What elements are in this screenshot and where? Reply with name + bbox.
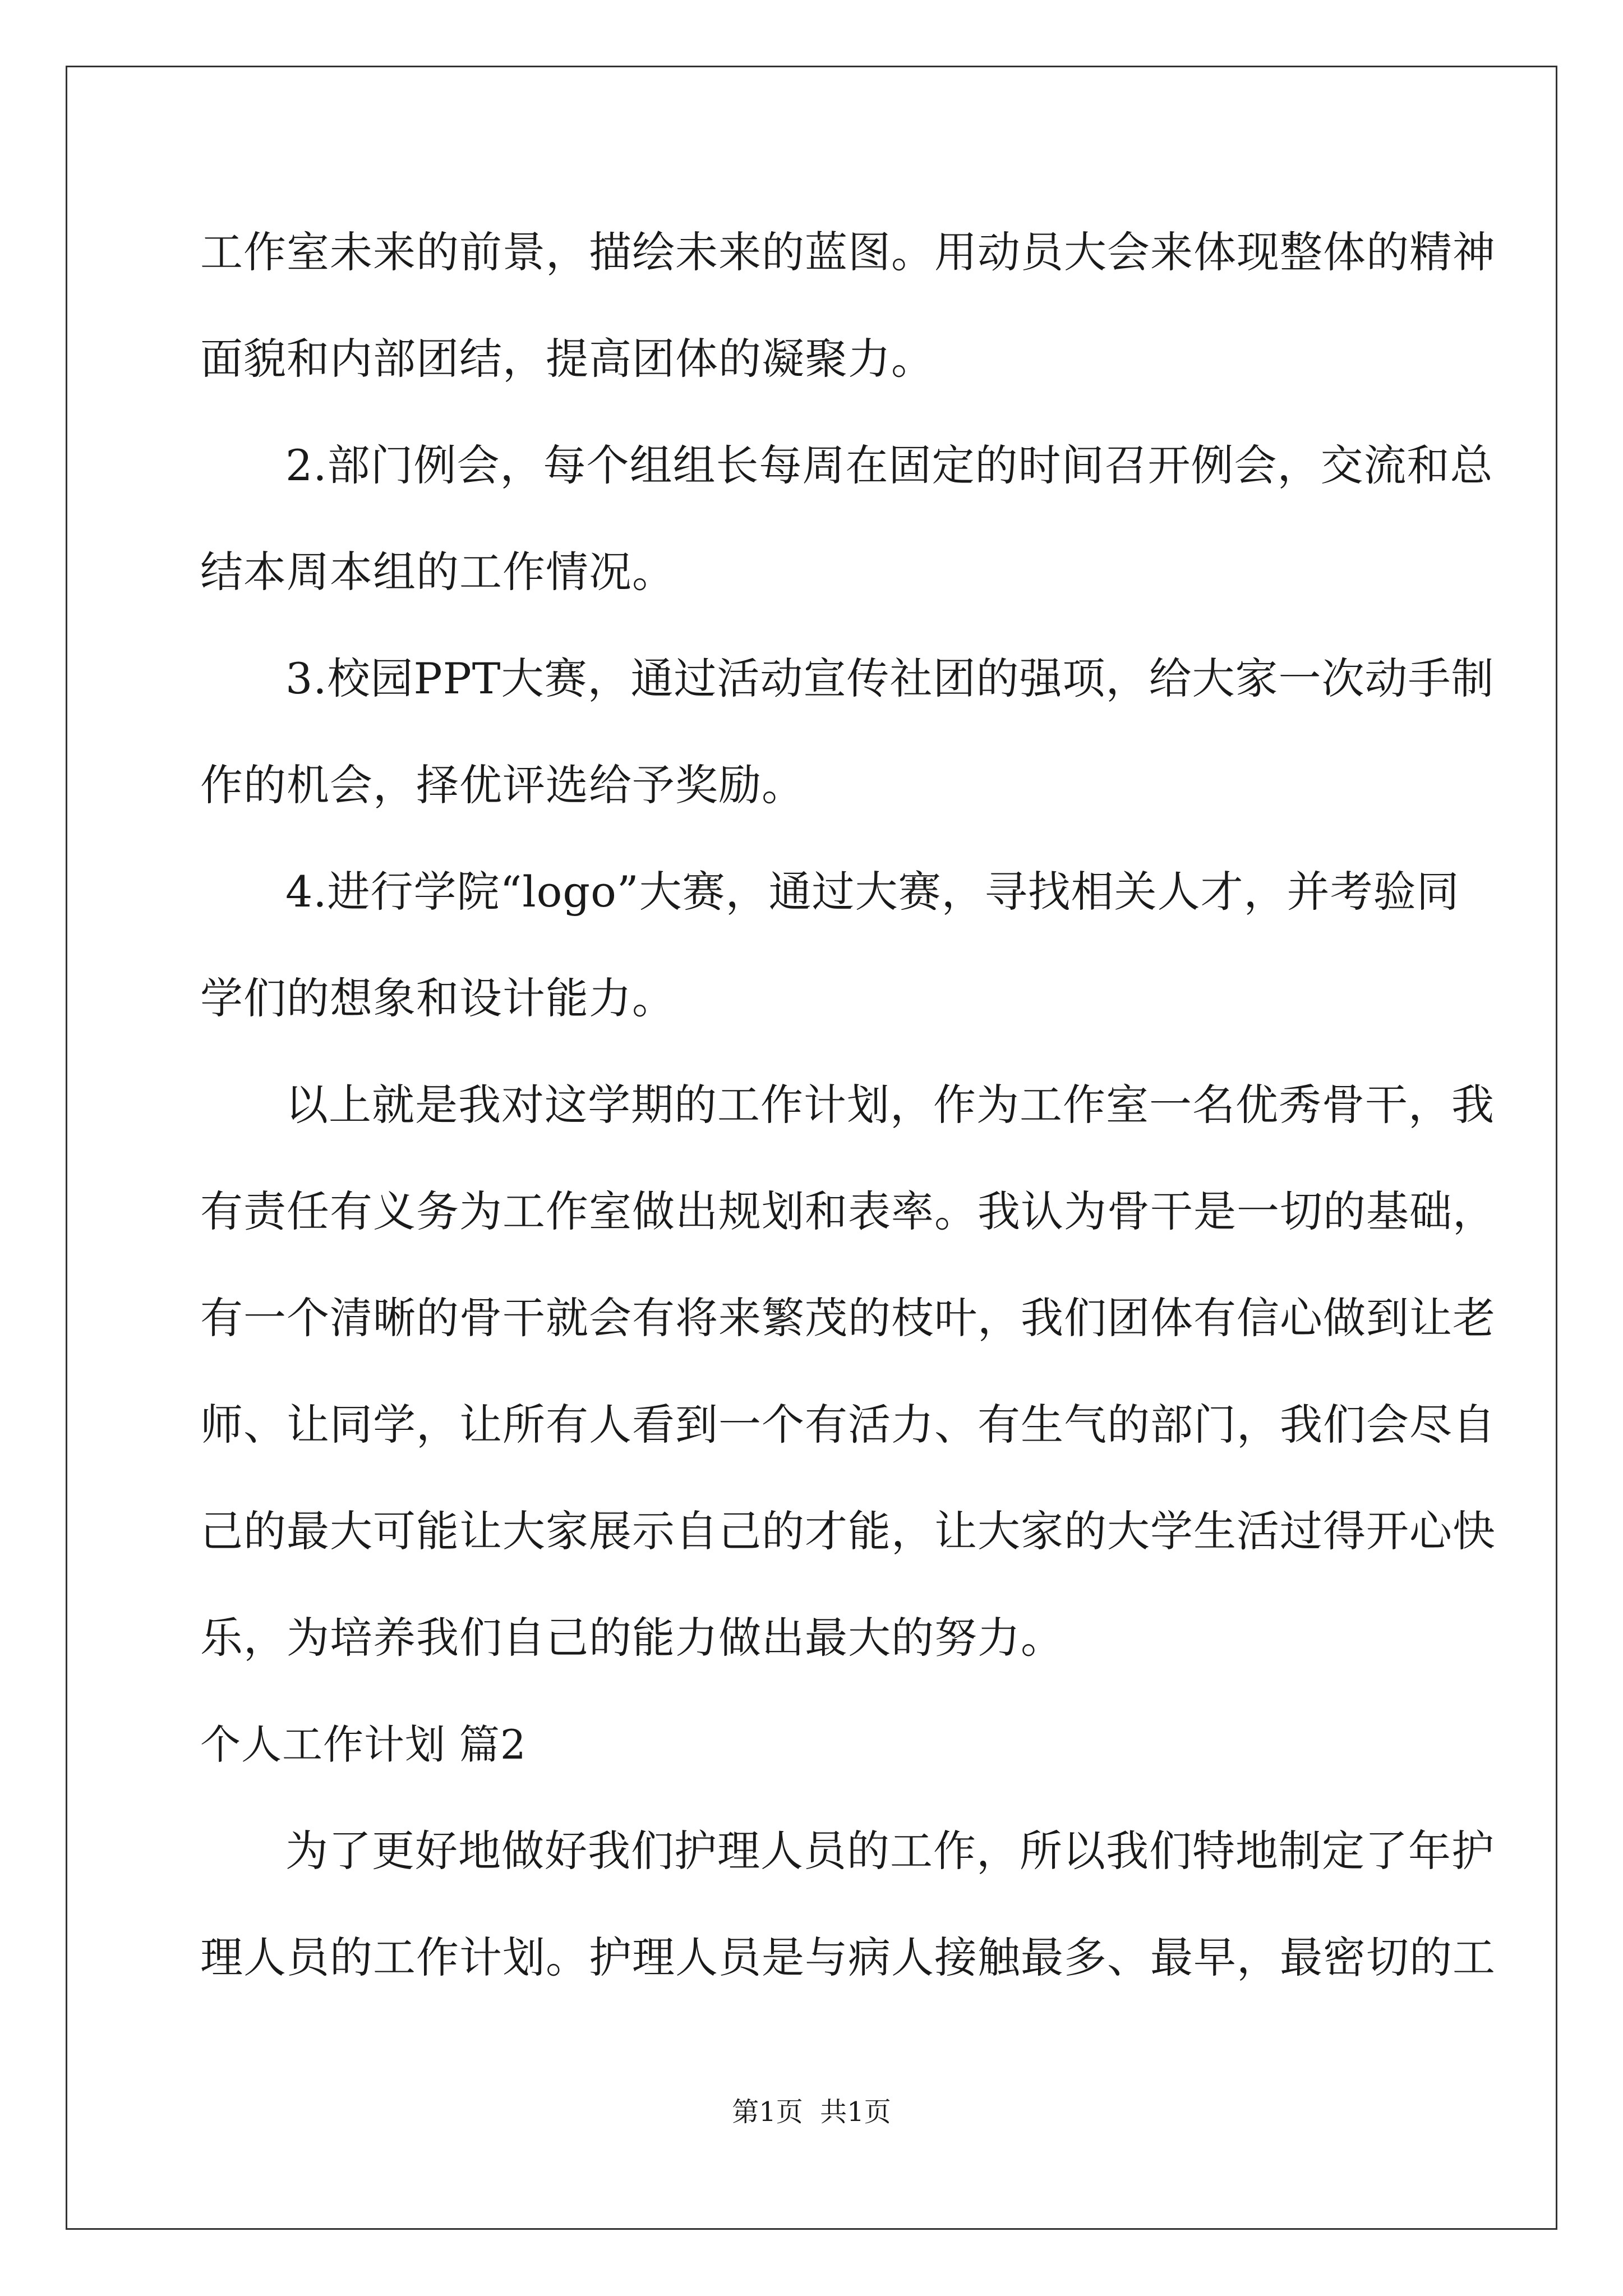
text-line: 有一个清晰的骨干就会有将来繁茂的枝叶，我们团体有信心做到让老 bbox=[200, 1293, 1496, 1343]
text-line: 己的最大可能让大家展示自己的才能，让大家的大学生活过得开心快 bbox=[200, 1506, 1496, 1556]
text-line: 学们的想象和设计能力。 bbox=[200, 973, 675, 1023]
section-heading: 个人工作计划 篇2 bbox=[200, 1721, 527, 1768]
text-line: 结本周本组的工作情况。 bbox=[200, 547, 675, 597]
text-line: 3.校园PPT大赛，通过活动宣传社团的强项，给大家一次动手制 bbox=[285, 654, 1495, 703]
text-line: 4.进行学院“logo”大赛，通过大赛，寻找相关人才，并考验同 bbox=[285, 867, 1460, 917]
text-line: 面貌和内部团结，提高团体的凝聚力。 bbox=[200, 334, 934, 384]
document-body bbox=[200, 222, 1496, 2033]
text-line: 师、让同学，让所有人看到一个有活力、有生气的部门，我们会尽自 bbox=[200, 1400, 1496, 1450]
text-line: 乐，为培养我们自己的能力做出最大的努力。 bbox=[200, 1613, 1064, 1663]
text-line: 工作室未来的前景，描绘未来的蓝图。用动员大会来体现整体的精神 bbox=[200, 227, 1496, 277]
text-line: 2.部门例会，每个组组长每周在固定的时间召开例会，交流和总 bbox=[285, 440, 1493, 490]
text-line: 有责任有义务为工作室做出规划和表率。我认为骨干是一切的基础， bbox=[200, 1186, 1496, 1236]
page-footer: 第1页 共1页 bbox=[732, 2096, 891, 2128]
text-line: 以上就是我对这学期的工作计划，作为工作室一名优秀骨干，我 bbox=[285, 1080, 1495, 1130]
text-line: 理人员的工作计划。护理人员是与病人接触最多、最早，最密切的工 bbox=[200, 1932, 1496, 1982]
text-line: 作的机会，择优评选给予奖励。 bbox=[200, 760, 805, 810]
text-line: 为了更好地做好我们护理人员的工作，所以我们特地制定了年护 bbox=[285, 1826, 1495, 1876]
